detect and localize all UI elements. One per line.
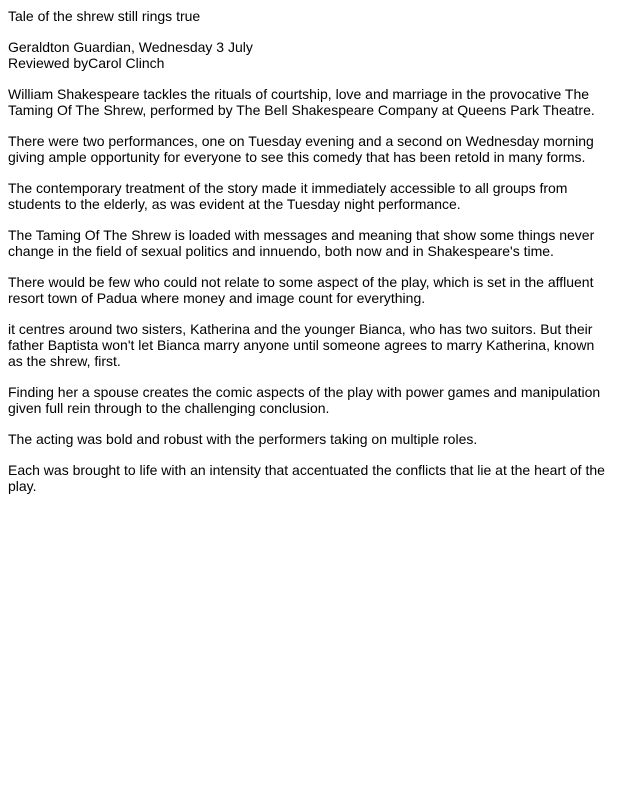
byline: Reviewed byCarol Clinch — [8, 55, 165, 71]
paragraph-2: There were two performances, one on Tuesday evening and a second on Wednesday morning giving ample opportunity for everyone to see this comedy that has been retold in many forms. — [8, 133, 594, 165]
article-headline: Tale of the shrew still rings true — [8, 8, 201, 24]
paragraph-5: There would be few who could not relate to some aspect of the play, which is set in the affluent resort town of Padua where money and image count for everything. — [8, 274, 594, 306]
paragraph-8: The acting was bold and robust with the performers taking on multiple roles. — [8, 431, 478, 447]
source-line: Geraldton Guardian, Wednesday 3 July — [8, 39, 253, 55]
paragraph-6: it centres around two sisters, Katherina and the younger Bianca, who has two suitors. But their father Baptista won't let Bianca marry anyone until someone agrees to marry Katherina, known as the shrew, first. — [8, 321, 595, 369]
paragraph-3: The contemporary treatment of the story made it immediately accessible to all groups from students to the elderly, as was evident at the Tuesday night performance. — [8, 180, 568, 212]
paragraph-7: Finding her a spouse creates the comic aspects of the play with power games and manipulation given full rein through to the challenging conclusion. — [8, 384, 601, 416]
paragraph-1: William Shakespeare tackles the rituals of courtship, love and marriage in the provocative The Taming Of The Shrew, performed by The Bell Shakespeare Company at Queens Park Theatre. — [8, 86, 595, 118]
paragraph-4: The Taming Of The Shrew is loaded with messages and meaning that show some things never change in the field of sexual politics and innuendo, both now and in Shakespeare's time. — [8, 227, 595, 259]
paragraph-9: Each was brought to life with an intensity that accentuated the conflicts that lie at the heart of the play. — [8, 462, 605, 494]
article-meta — [8, 39, 610, 71]
